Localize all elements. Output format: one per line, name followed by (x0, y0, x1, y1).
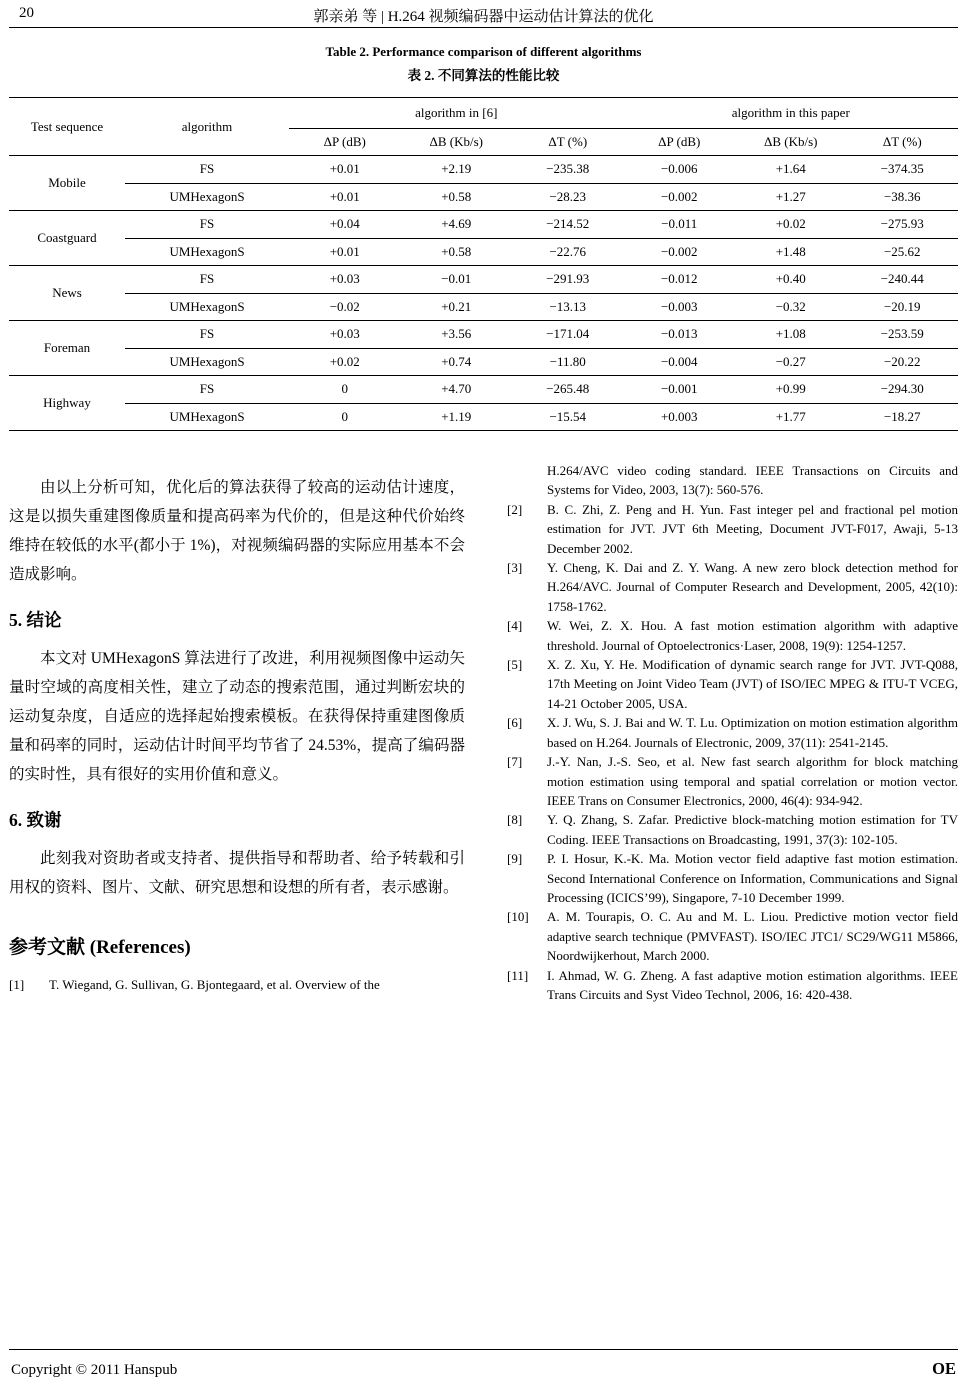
journal-mark: OE (932, 1359, 956, 1378)
right-column (507, 461, 958, 1004)
value-cell: +0.40 (735, 266, 847, 294)
table-row (9, 156, 958, 184)
reference-item (507, 966, 958, 1005)
paragraph-conclusion: 本文对 UMHexagonS 算法进行了改进，利用视频图像中运动矢量时空域的高度相关性，建立了动态的搜索范围，通过判断宏块的运动复杂度，自适应的选择起始搜索模板。在获得保持重建图像质量和码率的同时，运动估计时间平均节省了 24.53%，提高了编码器的实时性，具有很好的实用价值和意义。 (9, 650, 465, 783)
col-header-dt-paper: ΔT (%) (847, 129, 959, 156)
value-cell: +2.19 (401, 156, 513, 184)
value-cell: +1.48 (735, 238, 847, 266)
value-cell: −0.003 (624, 293, 736, 321)
references-heading: 参考文献 (References) (9, 937, 191, 958)
value-cell: +4.69 (401, 211, 513, 239)
reference-number: [5] (507, 657, 523, 673)
table-row (9, 348, 958, 376)
value-cell: +3.56 (401, 321, 513, 349)
reference-text: H.264/AVC video coding standard. IEEE Transactions on Circuits and Systems for Video, 2003, 13(7): 560-576. (547, 463, 958, 498)
table-caption-zh: 表 2. 不同算法的性能比较 (407, 68, 560, 83)
value-cell: +1.64 (735, 156, 847, 184)
value-cell: −18.27 (883, 408, 921, 424)
table-caption-en: Table 2. Performance comparison of different algorithms (325, 44, 642, 59)
table-row (9, 238, 958, 266)
value-cell: +1.27 (735, 183, 847, 211)
value-cell: +0.02 (735, 211, 847, 239)
table-row (9, 293, 958, 321)
reference-item (9, 975, 465, 994)
algorithm-cell: FS (125, 376, 289, 404)
reference-number: [4] (507, 618, 523, 634)
col-group-algorithm-in-6: algorithm in [6] (289, 98, 624, 129)
value-cell: −275.93 (847, 211, 959, 239)
paragraph-analysis: 由以上分析可知，优化后的算法获得了较高的运动估计速度，这是以损失重建图像质量和提高码率为代价的，但是这种代价始终维持在较低的水平(都小于 1%)，对视频编码器的实际应用基本不会造成影响。 (9, 479, 465, 583)
col-header-dt-ref: ΔT (%) (512, 129, 624, 156)
value-cell: −291.93 (512, 266, 624, 294)
reference-text: J.-Y. Nan, J.-S. Seo, et al. New fast search algorithm for block matching motion estimation using temporal and spatial correlation or motion vector. IEEE Trans on Consumer Electronics, 2000, 46(4): 934-942. (547, 754, 958, 808)
value-cell: −374.35 (847, 156, 959, 184)
reference-number: [9] (507, 851, 523, 867)
reference-text: Y. Cheng, K. Dai and Z. Y. Wang. A new zero block detection method for H.264/AVC. Journal of Computer Research and Development, 2005, 42(10): 1758-1762. (547, 560, 958, 614)
reference-item (507, 752, 958, 810)
reference-item (507, 500, 958, 558)
table-header-row (9, 98, 958, 129)
value-cell: +0.01 (289, 183, 401, 211)
algorithm-cell: UMHexagonS (125, 293, 289, 321)
section-heading-conclusion: 5. 结论 (9, 610, 62, 630)
value-cell: +0.21 (401, 293, 513, 321)
col-header-test-sequence: Test sequence (9, 98, 125, 156)
value-cell: −15.54 (549, 408, 587, 424)
reference-item (507, 558, 958, 616)
page-footer (9, 1349, 958, 1379)
reference-number: [2] (507, 501, 523, 517)
value-cell: +0.99 (735, 376, 847, 404)
value-cell: 0 (289, 376, 401, 404)
value-cell: +0.03 (289, 321, 401, 349)
reference-item (507, 616, 958, 655)
table-row (9, 183, 958, 211)
reference-number: [1] (9, 977, 25, 992)
reference-text: P. I. Hosur, K.-K. Ma. Motion vector field adaptive fast motion estimation. Second International Conference on Information, Communications and Signal Processing (ICICS’99), Singapore, 7-10 December 1999. (547, 851, 958, 905)
value-cell: −25.62 (847, 238, 959, 266)
value-cell: +4.70 (401, 376, 513, 404)
value-cell: −20.22 (847, 348, 959, 376)
algorithm-cell: UMHexagonS (125, 183, 289, 211)
value-cell: +1.19 (441, 408, 472, 424)
col-header-db-paper: ΔB (Kb/s) (735, 129, 847, 156)
algorithm-cell: FS (125, 211, 289, 239)
paragraph-acknowledgements: 此刻我对资助者或支持者、提供指导和帮助者、给予转载和引用权的资料、图片、文献、研究思想和设想的所有者，表示感谢。 (9, 850, 465, 896)
value-cell: +1.08 (735, 321, 847, 349)
page-header (9, 0, 958, 28)
value-cell: −265.48 (512, 376, 624, 404)
algorithm-cell: FS (125, 156, 289, 184)
reference-text: X. Z. Xu, Y. He. Modification of dynamic search range for JVT. JVT-Q088, 17th Meeting on Joint Video Team (JVT) of ISO/IEC MPEG & ITU-T VCEG, 14-21 October 2005, USA. (547, 657, 958, 711)
value-cell: −0.001 (624, 376, 736, 404)
value-cell: −240.44 (847, 266, 959, 294)
value-cell: −253.59 (847, 321, 959, 349)
reference-item (507, 810, 958, 849)
value-cell: +0.74 (401, 348, 513, 376)
value-cell: +0.58 (401, 238, 513, 266)
value-cell: −0.01 (401, 266, 513, 294)
reference-text: A. M. Tourapis, O. C. Au and M. L. Liou. Predictive motion vector field adaptive search technique (PMVFAST). ISO/IEC JTC1/ SC29/WG11 M5866, Noordwijkerhout, March 2000. (547, 909, 958, 964)
value-cell: −22.76 (512, 238, 624, 266)
reference-item-continuation (507, 461, 958, 500)
table-row (9, 321, 958, 349)
running-title: 郭亲弟 等 | H.264 视频编码器中运动估计算法的优化 (313, 9, 654, 25)
value-cell: −20.19 (847, 293, 959, 321)
algorithm-cell: UMHexagonS (169, 408, 245, 424)
value-cell: +0.01 (289, 156, 401, 184)
value-cell: 0 (341, 408, 348, 424)
reference-text: I. Ahmad, W. G. Zheng. A fast adaptive motion estimation algorithms. IEEE Trans Circuits and Syst Video Technol, 2006, 16: 420-438. (547, 967, 958, 1002)
table-row (9, 376, 958, 404)
reference-item (507, 907, 958, 965)
col-header-dp-paper: ΔP (dB) (624, 129, 736, 156)
sequence-cell: News (9, 266, 125, 321)
sequence-cell: Mobile (9, 156, 125, 211)
value-cell: −0.32 (735, 293, 847, 321)
section-heading-acknowledgements: 6. 致谢 (9, 810, 62, 830)
table-row (9, 211, 958, 239)
reference-number: [3] (507, 560, 523, 576)
col-group-algorithm-this-paper: algorithm in this paper (624, 98, 959, 129)
value-cell: −0.006 (624, 156, 736, 184)
reference-item (507, 849, 958, 907)
col-header-dp-ref: ΔP (dB) (289, 129, 401, 156)
left-column (9, 461, 465, 1004)
sequence-cell: Foreman (9, 321, 125, 376)
value-cell: +0.04 (289, 211, 401, 239)
value-cell: −0.012 (624, 266, 736, 294)
value-cell: −0.004 (624, 348, 736, 376)
col-header-algorithm: algorithm (125, 98, 289, 156)
table-row (9, 266, 958, 294)
value-cell: −294.30 (847, 376, 959, 404)
reference-number: [6] (507, 715, 523, 731)
algorithm-cell: UMHexagonS (125, 238, 289, 266)
value-cell: −0.002 (624, 238, 736, 266)
copyright-text: Copyright © 2011 Hanspub (11, 1362, 178, 1378)
col-header-db-ref: ΔB (Kb/s) (401, 129, 513, 156)
value-cell: −0.002 (624, 183, 736, 211)
reference-number: [7] (507, 754, 523, 770)
reference-text: T. Wiegand, G. Sullivan, G. Bjontegaard, et al. Overview of the (49, 977, 380, 992)
reference-text: W. Wei, Z. X. Hou. A fast motion estimation algorithm with adaptive threshold. Journal of Optoelectronics·Laser, 2008, 19(9): 1254-1257. (547, 618, 958, 653)
value-cell: −13.13 (512, 293, 624, 321)
reference-number: [8] (507, 812, 523, 828)
value-cell: −0.02 (289, 293, 401, 321)
table-caption (9, 44, 958, 84)
value-cell: +0.02 (289, 348, 401, 376)
value-cell: +0.58 (401, 183, 513, 211)
performance-table (9, 97, 958, 431)
value-cell: −38.36 (847, 183, 959, 211)
sequence-cell: Highway (43, 395, 91, 410)
value-cell: −0.011 (624, 211, 736, 239)
algorithm-cell: UMHexagonS (125, 348, 289, 376)
value-cell: +1.77 (775, 408, 806, 424)
reference-text: Y. Q. Zhang, S. Zafar. Predictive block-matching motion estimation for TV Coding. IEEE Transactions on Broadcasting, 1991, 37(3): 102-105. (547, 812, 958, 847)
body-columns (9, 461, 958, 1004)
value-cell: −11.80 (512, 348, 624, 376)
reference-item (507, 655, 958, 713)
value-cell: +0.01 (289, 238, 401, 266)
value-cell: −235.38 (512, 156, 624, 184)
reference-item (507, 713, 958, 752)
value-cell: +0.03 (289, 266, 401, 294)
value-cell: −214.52 (512, 211, 624, 239)
value-cell: +0.003 (660, 408, 698, 424)
table-row (9, 403, 958, 431)
reference-text: X. J. Wu, S. J. Bai and W. T. Lu. Optimization on motion estimation algorithm based on H.264. Journals of Electronic, 2009, 37(11): 2541-2145. (547, 715, 958, 750)
algorithm-cell: FS (125, 321, 289, 349)
value-cell: −0.27 (735, 348, 847, 376)
value-cell: −171.04 (512, 321, 624, 349)
value-cell: −0.013 (624, 321, 736, 349)
reference-number: [10] (507, 909, 529, 925)
reference-text: B. C. Zhi, Z. Peng and H. Yun. Fast integer pel and fractional pel motion estimation for JVT. JVT 6th Meeting, Document JVT-F017, Awaji, 5-13 December 2002. (547, 501, 958, 556)
sequence-cell: Coastguard (9, 211, 125, 266)
reference-number: [11] (507, 967, 529, 983)
algorithm-cell: FS (125, 266, 289, 294)
page-number: 20 (19, 5, 34, 21)
value-cell: −28.23 (512, 183, 624, 211)
